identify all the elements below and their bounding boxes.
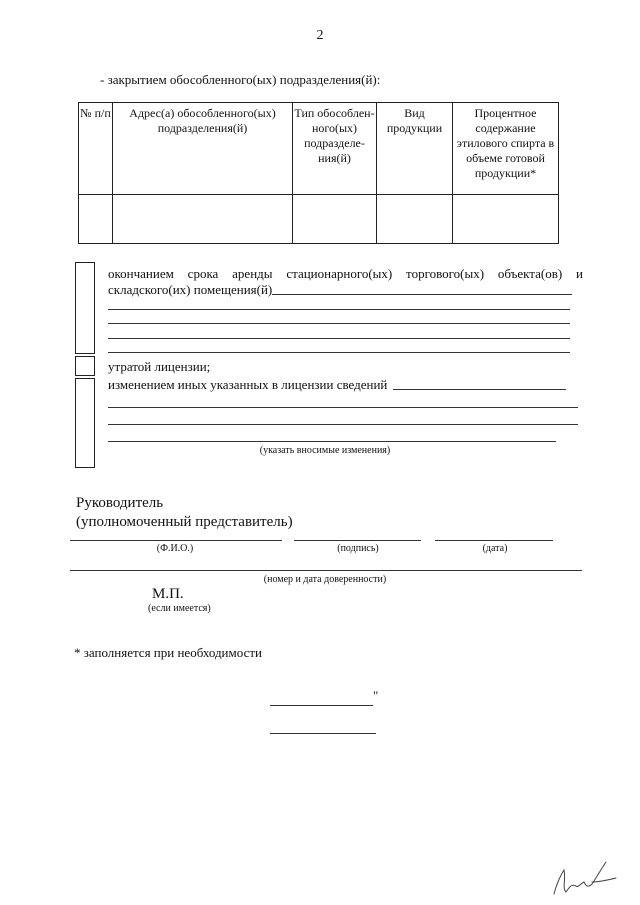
- other-changes-checkbox[interactable]: [75, 378, 95, 468]
- lease-end-label-line2: складского(их) помещения(й): [108, 282, 273, 297]
- other-changes-fill-line[interactable]: [393, 389, 566, 390]
- col-header-product-type: Вид продукции: [377, 103, 453, 195]
- table-header-row: [79, 103, 559, 195]
- lease-end-fill-line[interactable]: [272, 294, 572, 295]
- lease-end-fill-line[interactable]: [108, 352, 570, 353]
- seal-note: (если имеется): [148, 603, 211, 614]
- table-cell[interactable]: [293, 195, 377, 244]
- table-cell[interactable]: [113, 195, 293, 244]
- proxy-fill-line[interactable]: [70, 570, 582, 571]
- col-header-alcohol-percent: Процентное содержание этилового спирта в объеме готовой продукции*: [453, 103, 559, 195]
- proxy-caption: (номер и дата доверенности): [263, 574, 387, 585]
- col-header-branch-type: Тип обособлен-ного(ых) подразделе-ния(й): [293, 103, 377, 195]
- table-cell[interactable]: [79, 195, 113, 244]
- table-cell[interactable]: [377, 195, 453, 244]
- date-fill-line[interactable]: [435, 540, 553, 541]
- lease-end-fill-line[interactable]: [108, 338, 570, 339]
- license-loss-checkbox[interactable]: [75, 356, 95, 376]
- signatory-title-line2: (уполномоченный представитель): [76, 514, 293, 530]
- lease-end-label-line1: окончанием срока аренды стационарного(ых) торгового(ых) объекта(ов) и: [108, 266, 583, 281]
- footnote: * заполняется при необходимости: [74, 645, 262, 660]
- changes-caption: (указать вносимые изменения): [259, 445, 391, 456]
- closure-section-heading: - закрытием обособленного(ых) подразделения(й):: [100, 72, 381, 87]
- license-loss-label: утратой лицензии;: [108, 359, 211, 374]
- closing-line: [270, 705, 373, 706]
- handwritten-signature: [548, 856, 620, 898]
- other-changes-label: изменением иных указанных в лицензии сведений: [108, 377, 388, 392]
- other-changes-fill-line[interactable]: [108, 424, 578, 425]
- table-cell[interactable]: [453, 195, 559, 244]
- table-row: [79, 195, 559, 244]
- col-header-number: № п/п: [79, 103, 113, 195]
- closing-quote-mark: ": [373, 688, 379, 703]
- branches-table: [78, 102, 559, 244]
- closing-line: [270, 733, 376, 734]
- page-number: 2: [316, 28, 324, 43]
- lease-end-checkbox[interactable]: [75, 262, 95, 354]
- signature-fill-line[interactable]: [294, 540, 421, 541]
- name-caption: (Ф.И.О.): [156, 543, 194, 554]
- signature-caption: (подпись): [337, 543, 379, 554]
- lease-end-fill-line[interactable]: [108, 309, 570, 310]
- other-changes-fill-line[interactable]: [108, 407, 578, 408]
- signatory-title-line1: Руководитель: [76, 495, 164, 511]
- seal-label: М.П.: [152, 586, 184, 602]
- name-fill-line[interactable]: [70, 540, 282, 541]
- date-caption: (дата): [482, 543, 508, 554]
- other-changes-fill-line[interactable]: [108, 441, 556, 442]
- col-header-address: Адрес(а) обособленного(ых) подразделения(й): [113, 103, 293, 195]
- lease-end-fill-line[interactable]: [108, 323, 570, 324]
